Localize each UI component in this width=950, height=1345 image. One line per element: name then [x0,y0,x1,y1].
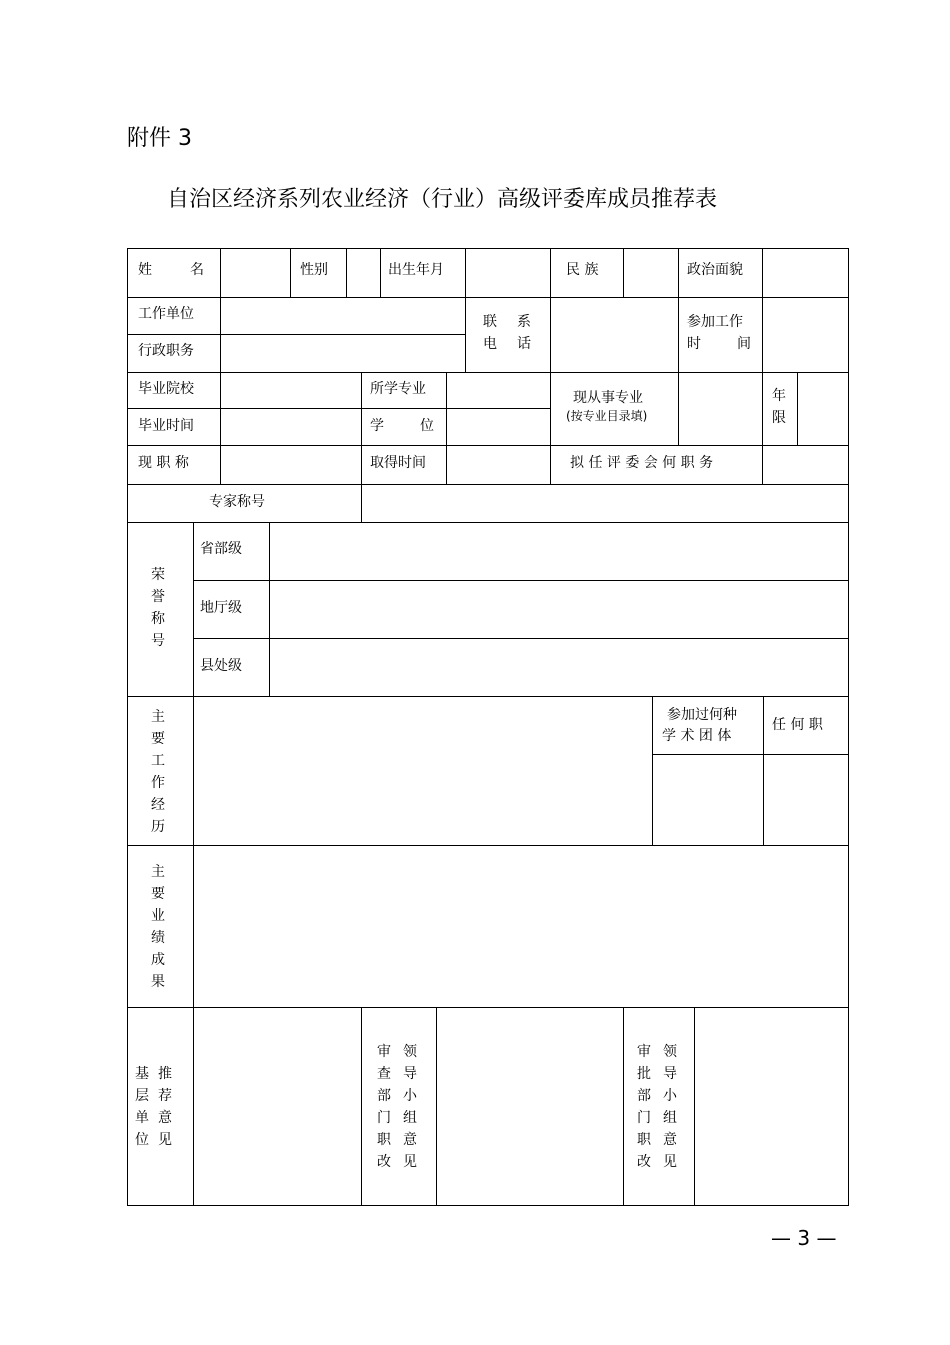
label-current-title: 现 职 称 [138,455,189,471]
label-current-major-note: (按专业目录填) [566,409,648,423]
label-honor-prefectural: 地厅级 [200,600,242,616]
label-honor-provincial: 省部级 [200,541,242,557]
label-join-work-a: 参加工作 [687,314,743,330]
form-title: 自治区经济系列农业经济（行业）高级评委库成员推荐表 [167,187,718,212]
label-join-work-b: 时 间 [687,336,751,352]
label-admin-post: 行政职务 [138,343,194,359]
label-approve-col1: 审批部门职改 [637,1044,651,1170]
label-honor-county: 县处级 [200,658,242,674]
label-birth: 出生年月 [388,262,444,278]
label-political: 政治面貌 [687,262,743,278]
label-gender: 性别 [300,262,328,278]
label-years-b: 限 [772,410,786,426]
label-proposed-post: 拟 任 评 委 会 何 职 务 [570,455,714,471]
label-degree: 学 位 [370,418,434,434]
label-honor: 荣誉称号 [151,567,165,649]
label-review-col1: 审查部门职改 [377,1044,391,1170]
label-achievements: 主要业绩成果 [151,864,165,990]
label-years-a: 年 [772,388,786,404]
label-obtain-time: 取得时间 [370,455,426,471]
label-recommend-col2: 推荐意见 [158,1066,172,1148]
label-contact-a: 联 系 [483,314,531,330]
label-academic-a: 参加过何种 [667,707,737,723]
label-current-major: 现从事专业 [573,390,643,406]
label-work-unit: 工作单位 [138,306,194,322]
label-work-history: 主要工作经历 [151,709,165,835]
label-position: 任 何 职 [772,717,823,733]
label-contact-b: 电 话 [483,336,531,352]
label-approve-col2: 领导小组意见 [663,1044,677,1170]
label-expert-title: 专家称号 [209,494,265,510]
attachment-label: 附件 3 [127,126,192,151]
label-grad-time: 毕业时间 [138,418,194,434]
label-review-col2: 领导小组意见 [403,1044,417,1170]
label-ethnicity: 民 族 [566,262,599,278]
label-recommend-col1: 基层单位 [135,1066,149,1148]
label-name: 姓 名 [138,262,204,278]
label-academic-b: 学 术 团 体 [662,728,732,744]
label-major: 所学专业 [370,381,426,397]
page-number: — 3 — [771,1226,837,1250]
label-graduate-school: 毕业院校 [138,381,194,397]
